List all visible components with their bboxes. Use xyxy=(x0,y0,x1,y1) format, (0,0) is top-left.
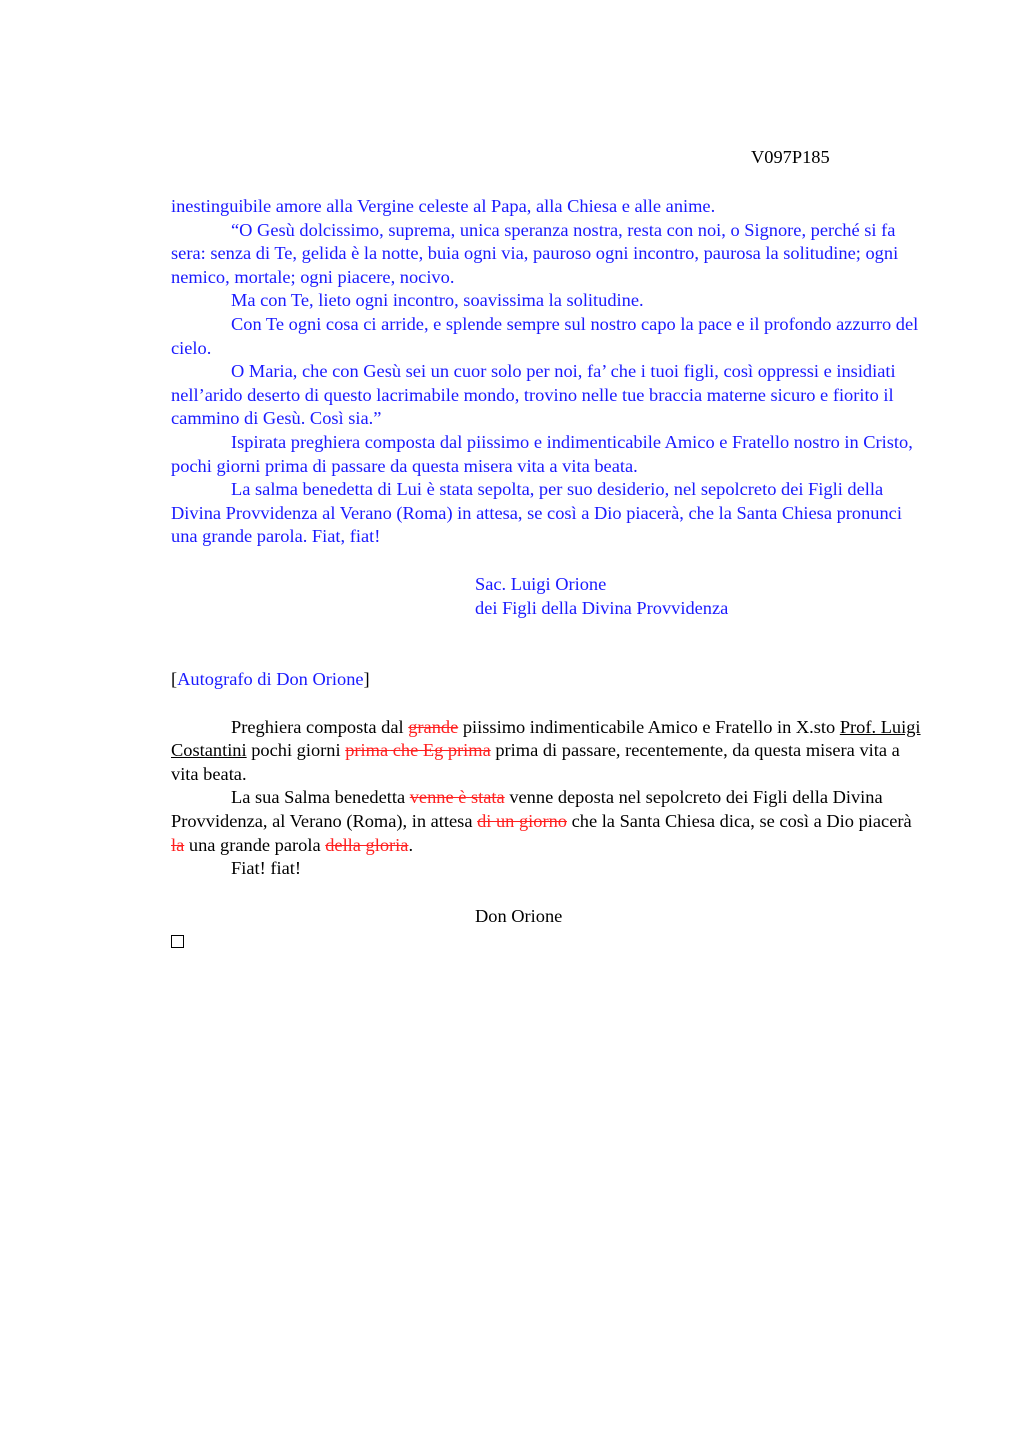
transcription-paragraph-6: Ispirata preghiera composta dal piissimo e indimenticabile Amico e Fratello nostro in Cristo, pochi giorni prima di passare da questa misera vita a vita beata. xyxy=(171,431,913,476)
deleted-word: di un giorno xyxy=(477,811,567,832)
autograph-heading-text: Autografo di Don Orione xyxy=(177,669,364,690)
deleted-word: della gloria xyxy=(325,834,409,855)
bracket-open: [ xyxy=(171,669,178,690)
transcription-paragraph-4: Con Te ogni cosa ci arride, e splende sempre sul nostro capo la pace e il profondo azzurro del cielo. xyxy=(171,313,919,358)
autograph-signature: Don Orione xyxy=(475,905,563,926)
autograph-text: piissimo indimenticabile Amico e Fratello in X.sto xyxy=(458,716,840,737)
deleted-word: prima che Eg prima xyxy=(345,740,491,761)
autograph-text: . xyxy=(408,834,414,855)
transcription-section xyxy=(171,195,923,620)
autograph-text: una grande parola xyxy=(184,834,326,855)
autograph-text: Preghiera composta dal xyxy=(231,716,409,737)
checkbox-icon[interactable] xyxy=(171,935,184,948)
transcription-paragraph-5: O Maria, che con Gesù sei un cuor solo per noi, fa’ che i tuoi figli, così oppressi e insidiati nell’arido deserto di questo lacrimabile mondo, trovino nelle tue braccia materne sicuro e fiorito il cammino di Gesù. Così sia.” xyxy=(171,361,896,429)
deleted-word: grande xyxy=(408,716,459,737)
autograph-text: La sua Salma benedetta xyxy=(231,787,410,808)
document-body xyxy=(171,195,923,955)
transcription-paragraph-2: “O Gesù dolcissimo, suprema, unica speranza nostra, resta con noi, o Signore, perché si fa sera: senza di Te, gelida è la notte, buia ogni via, pauroso ogni incontro, paurosa la solitudine; ogni nemico, mortale; ogni piacere, nocivo. xyxy=(171,219,899,287)
transcription-paragraph-7: La salma benedetta di Lui è stata sepolta, per suo desiderio, nel sepolcreto dei Figli della Divina Provvidenza al Verano (Roma) in attesa, se così a Dio piacerà, che la Santa Chiesa pronunci una grande parola. Fiat, fiat! xyxy=(171,479,902,547)
autograph-text: venne deposta nel sepolcreto dei Figli della Divina Provvidenza, al Verano (Roma), in attesa xyxy=(171,787,883,832)
deleted-word: la xyxy=(171,834,185,855)
autograph-paragraph-2 xyxy=(171,786,923,857)
transcription-signature-name: Sac. Luigi Orione xyxy=(475,573,607,594)
autograph-paragraph-1 xyxy=(171,716,923,787)
autograph-text: prima di passare, recentemente, da questa misera vita a vita beata. xyxy=(171,740,900,784)
autograph-heading xyxy=(171,668,923,692)
bracket-close: ] xyxy=(363,669,370,690)
deleted-word: venne è stata xyxy=(409,787,505,808)
autograph-paragraph-3: Fiat! fiat! xyxy=(231,858,301,879)
page-identifier: V097P185 xyxy=(751,147,830,167)
transcription-signature-title: dei Figli della Divina Provvidenza xyxy=(475,597,729,618)
underlined-name: Prof. Luigi Costantini xyxy=(171,716,921,761)
transcription-paragraph-1: inestinguibile amore alla Vergine celeste al Papa, alla Chiesa e alle anime. xyxy=(171,196,716,216)
autograph-text: che la Santa Chiesa dica, se così a Dio piacerà xyxy=(566,811,912,832)
transcription-paragraph-3: Ma con Te, lieto ogni incontro, soavissima la solitudine. xyxy=(231,290,644,311)
autograph-text: pochi giorni xyxy=(246,740,346,761)
